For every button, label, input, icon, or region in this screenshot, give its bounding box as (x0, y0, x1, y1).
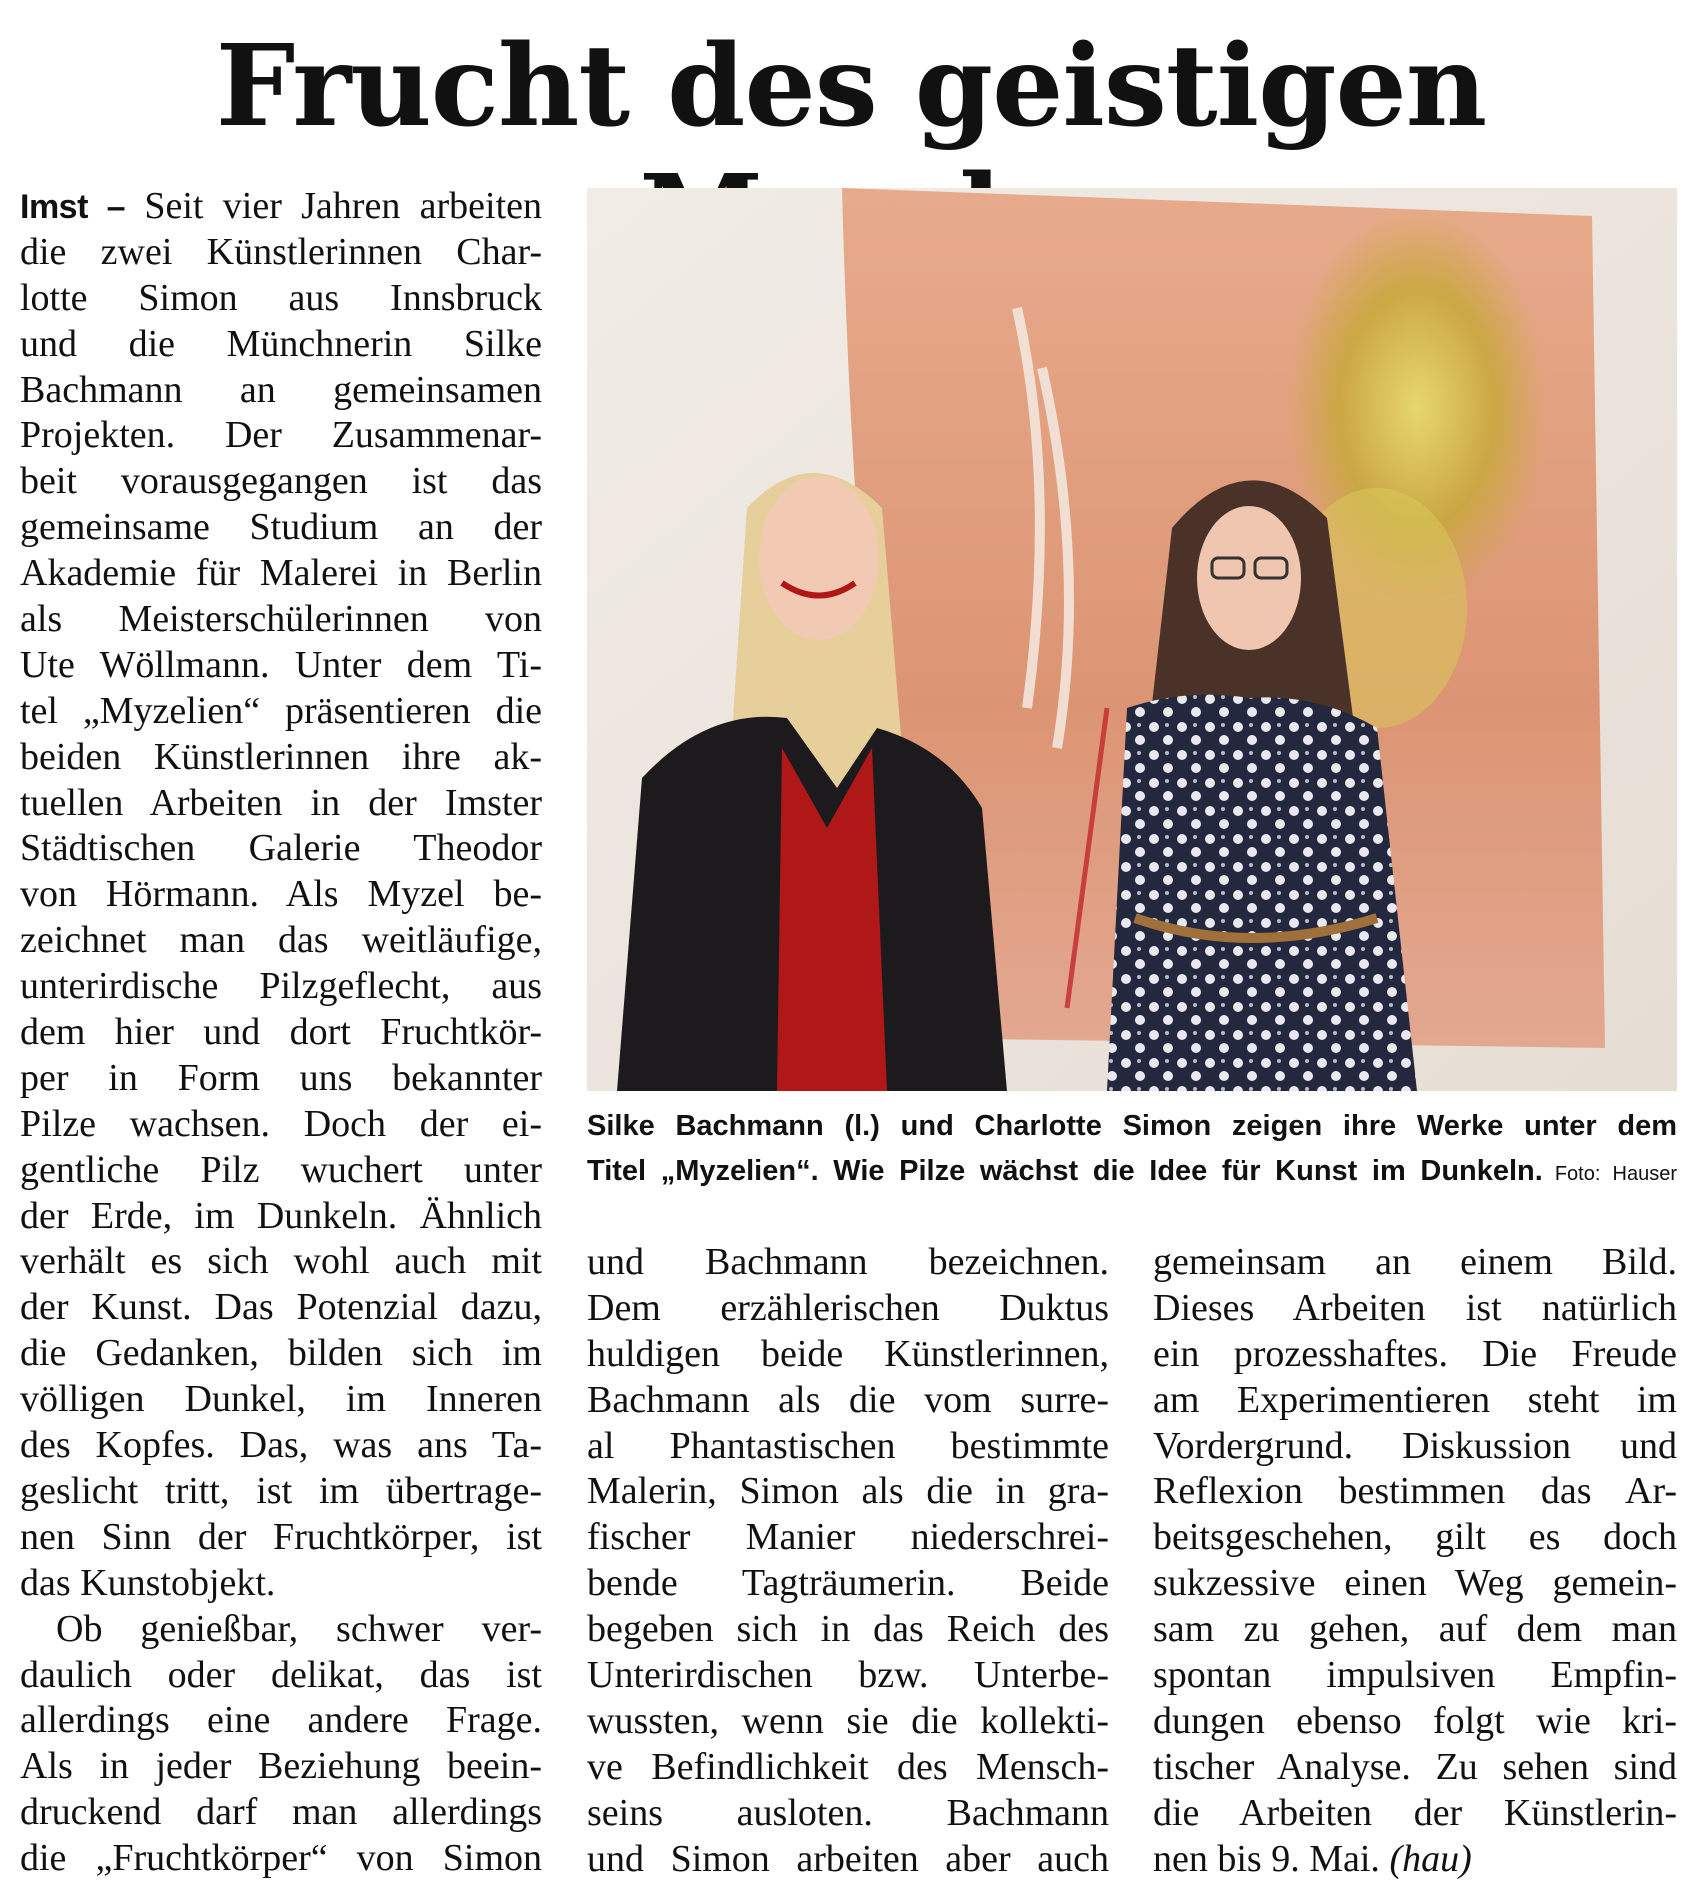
text-line: sukzessive einen Weg gemein- (1153, 1562, 1677, 1605)
text-line: völligen Dunkel, im Inneren (20, 1378, 542, 1421)
text-line: beitsgeschehen, gilt es doch (1153, 1516, 1677, 1559)
text-line: nen bis 9. Mai. (hau) (1153, 1837, 1472, 1880)
article-column-2 (587, 1240, 1109, 1882)
caption-line: Titel „Myzelien“. Wie Pilze wächst die Idee für Kunst im Dunkeln. Foto: Hauser (587, 1155, 1677, 1187)
text-line: tuellen Arbeiten in der Imster (20, 781, 542, 824)
text-line: unterirdische Pilzgeflecht, aus (20, 965, 542, 1008)
text-line: sam zu gehen, auf dem man (1153, 1608, 1677, 1651)
text-line: Ute Wöllmann. Unter dem Ti- (20, 643, 542, 686)
text-line: Als in jeder Beziehung beein- (20, 1745, 542, 1788)
headline: Frucht des geistigen (215, 21, 1487, 152)
text-line: Dieses Arbeiten ist natürlich (1153, 1286, 1677, 1329)
text-line: Ob genießbar, schwer ver- (56, 1607, 542, 1650)
text-line: Bachmann als die vom surre- (587, 1378, 1109, 1421)
text-line: Pilze wachsen. Doch der ei- (20, 1102, 542, 1145)
text-line: und die Münchnerin Silke (20, 322, 542, 365)
text-line: gemeinsam an einem Bild. (1153, 1241, 1677, 1283)
text-line: al Phantastischen bestimmte (587, 1424, 1109, 1467)
text-line: huldigen beide Künstlerinnen, (587, 1332, 1109, 1375)
text-line: gentliche Pilz wuchert unter (20, 1148, 542, 1191)
text-line: ein prozesshaftes. Die Freude (1153, 1332, 1677, 1375)
text-line: ve Befindlichkeit des Mensch- (587, 1745, 1109, 1788)
text-line: dungen ebenso folgt wie kri- (1153, 1699, 1677, 1742)
text-line: beiden Künstlerinnen ihre ak- (20, 735, 542, 778)
text-line: daulich oder delikat, das ist (20, 1653, 542, 1696)
text-line: die Gedanken, bilden sich im (20, 1332, 542, 1375)
text-line: der Erde, im Dunkeln. Ähnlich (20, 1194, 542, 1237)
text-line: tischer Analyse. Zu sehen sind (1153, 1745, 1677, 1788)
text-line: das Kunstobjekt. (20, 1561, 276, 1604)
text-line: per in Form uns bekannter (20, 1056, 542, 1099)
article-column-3 (1153, 1240, 1677, 1882)
text-line: der Kunst. Das Potenzial dazu, (20, 1286, 542, 1329)
text-line: von Hörmann. Als Myzel be- (20, 873, 542, 916)
text-line: verhält es sich wohl auch mit (20, 1240, 542, 1283)
text-line: Projekten. Der Zusammenar- (20, 414, 542, 457)
text-line: die zwei Künstlerinnen Char- (20, 230, 542, 273)
text-line: tel „Myzelien“ präsentieren die (20, 689, 542, 732)
text-line: allerdings eine andere Frage. (20, 1699, 542, 1742)
author-tag: (hau) (1389, 1837, 1472, 1880)
text-line: Bachmann an gemeinsamen (20, 368, 542, 411)
text-line: Dem erzählerischen Duktus (587, 1286, 1109, 1329)
article-photo (587, 188, 1677, 1091)
text-line: Reflexion bestimmen das Ar- (1153, 1470, 1677, 1513)
text-line: bende Tagträumerin. Beide (587, 1562, 1109, 1605)
text-line: des Kopfes. Das, was ans Ta- (20, 1424, 542, 1467)
text-line: und Simon arbeiten aber auch (587, 1837, 1109, 1880)
text-line: die Arbeiten der Künstlerin- (1153, 1791, 1677, 1834)
text-line: geslicht tritt, ist im übertrage- (20, 1469, 542, 1512)
photo-caption (587, 1104, 1677, 1194)
text-line: Malerin, Simon als die in gra- (587, 1470, 1109, 1513)
text-line: Akademie für Malerei in Berlin (20, 552, 542, 595)
text-line: gemeinsame Studium an der (20, 506, 542, 549)
text-line: und Bachmann bezeichnen. (587, 1241, 1109, 1283)
text-line: Städtischen Galerie Theodor (20, 827, 542, 870)
text-line: als Meisterschülerinnen von (20, 598, 542, 641)
text-line: seins ausloten. Bachmann (587, 1791, 1109, 1834)
text-line: Imst – Seit vier Jahren arbeiten (20, 185, 542, 227)
text-line: beit vorausgegangen ist das (20, 460, 542, 503)
text-line: zeichnet man das weitläufige, (20, 919, 542, 962)
text-line: nen Sinn der Fruchtkörper, ist (20, 1515, 542, 1558)
text-line: fischer Manier niederschrei- (587, 1516, 1109, 1559)
text-line: lotte Simon aus Innsbruck (20, 276, 542, 319)
article-column-1 (20, 184, 542, 1882)
dateline: Imst – (20, 188, 126, 226)
photo-illustration (587, 188, 1677, 1091)
text-line: am Experimentieren steht im (1153, 1378, 1677, 1421)
text-line: die „Fruchtkörper“ von Simon (20, 1837, 542, 1880)
text-line: Unterirdischen bzw. Unterbe- (587, 1654, 1109, 1697)
text-line: dem hier und dort Fruchtkör- (20, 1011, 542, 1054)
text-line: wussten, wenn sie die kollekti- (587, 1699, 1109, 1742)
caption-line: Silke Bachmann (l.) und Charlotte Simon zeigen ihre Werke unter dem (587, 1110, 1677, 1142)
text-line: Vordergrund. Diskussion und (1153, 1424, 1677, 1467)
photo-credit: Foto: Hauser (1554, 1163, 1677, 1185)
text-line: druckend darf man allerdings (20, 1791, 542, 1834)
text-line: spontan impulsiven Empfin- (1153, 1654, 1677, 1697)
text-line: begeben sich in das Reich des (587, 1608, 1109, 1651)
